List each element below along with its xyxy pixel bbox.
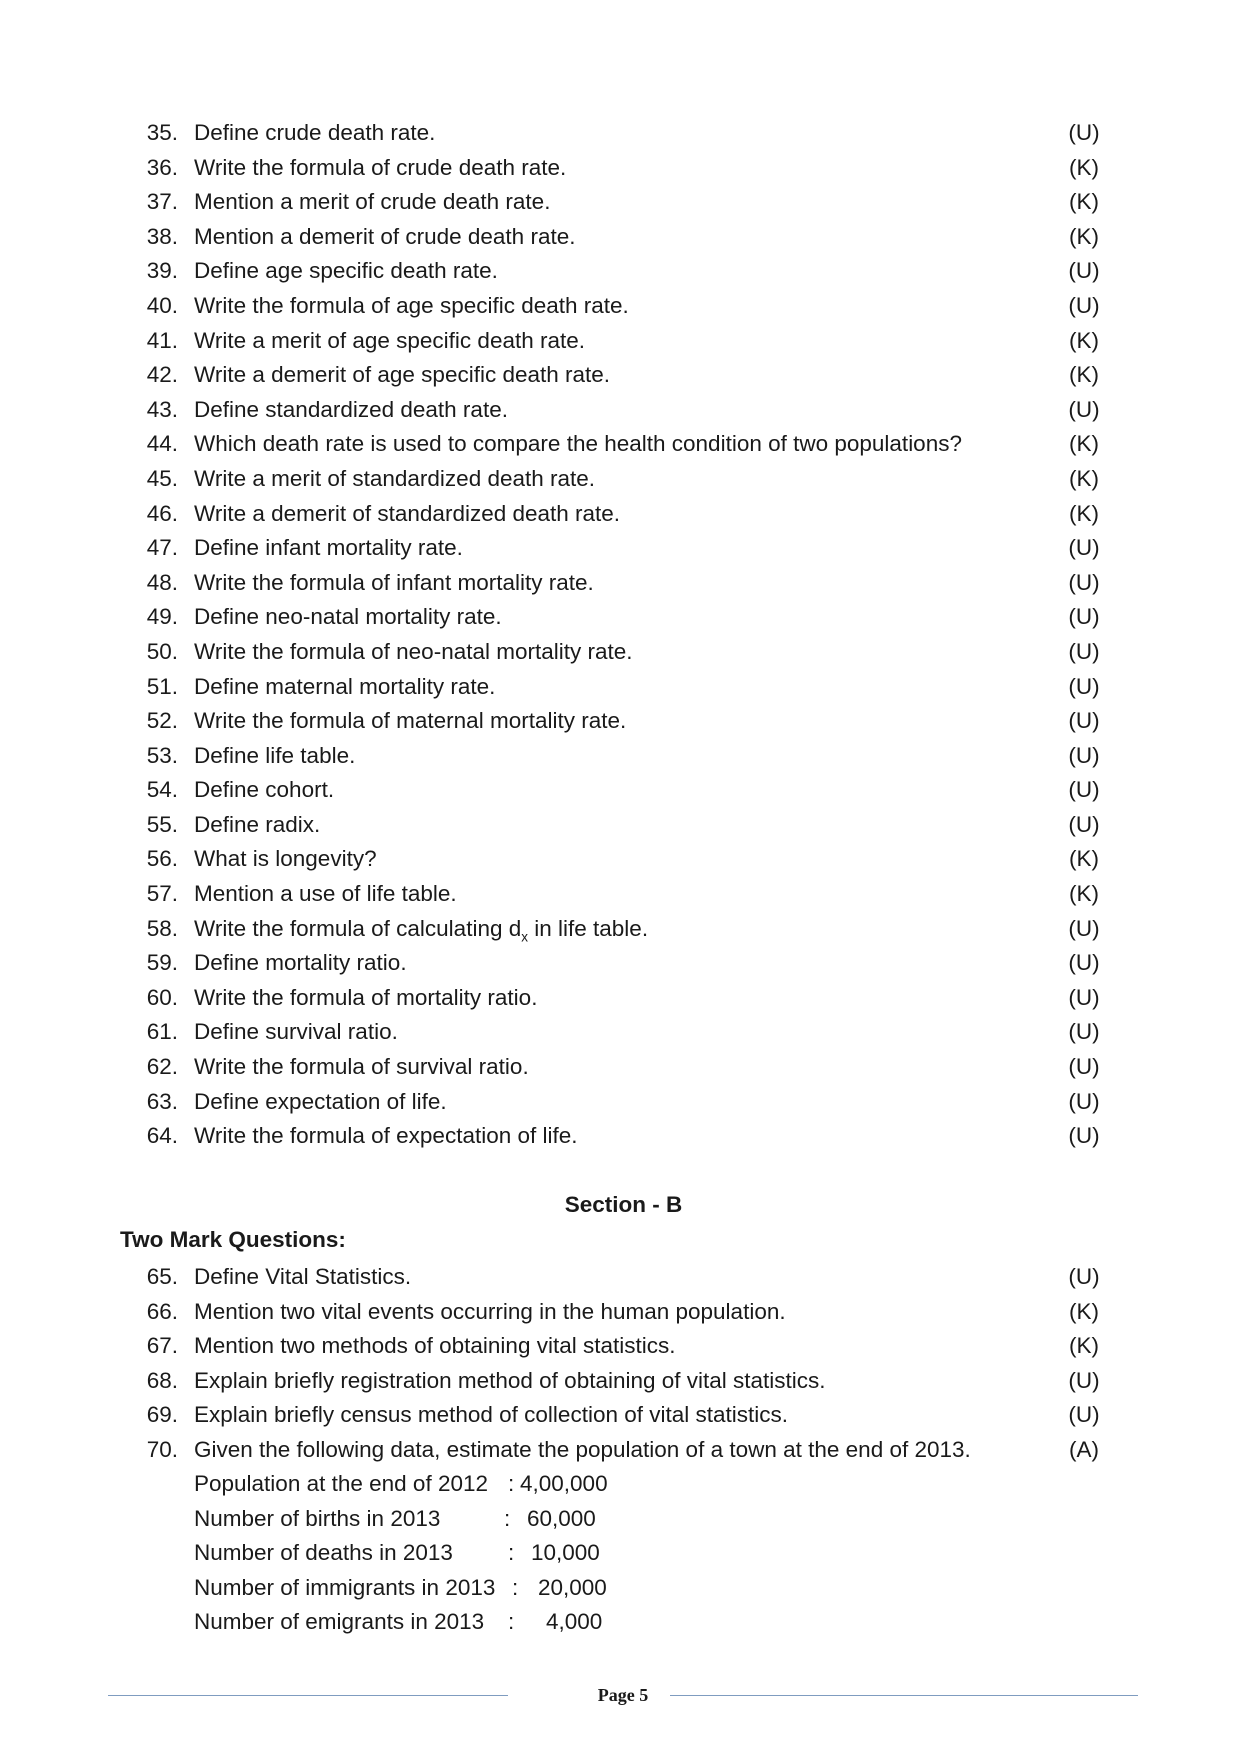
question-row	[0, 531, 1241, 566]
question-text: What is longevity?	[194, 846, 377, 872]
data-value: 20,000	[538, 1574, 607, 1600]
question-text-part: Write the formula of calculating d	[194, 915, 522, 941]
question-level: (K)	[1069, 1298, 1099, 1324]
question-row	[0, 981, 1241, 1016]
data-colon: :	[504, 1505, 511, 1531]
question-number: 68.	[146, 1367, 178, 1393]
question-level: (U)	[1068, 950, 1100, 976]
question-number: 69.	[146, 1402, 178, 1428]
question-level: (K)	[1069, 223, 1099, 249]
question-level: (A)	[1069, 1436, 1099, 1462]
question-number: 42.	[146, 362, 178, 388]
question-text: Define age specific death rate.	[194, 258, 498, 284]
question-row	[0, 1398, 1241, 1433]
question-number: 70.	[146, 1436, 178, 1462]
question-number: 53.	[146, 742, 178, 768]
question-row	[0, 254, 1241, 289]
question-level: (U)	[1068, 638, 1100, 664]
question-number: 38.	[146, 223, 178, 249]
question-level: (U)	[1068, 708, 1100, 734]
question-number: 35.	[146, 120, 178, 145]
data-value: 10,000	[531, 1540, 600, 1566]
question-level: (K)	[1069, 846, 1099, 872]
section-title	[0, 1192, 1241, 1218]
question-level: (K)	[1069, 154, 1099, 180]
question-row	[0, 427, 1241, 462]
question-level: (U)	[1068, 569, 1100, 595]
question-level: (U)	[1068, 1054, 1100, 1080]
section-title-text: Section - B	[564, 1192, 683, 1217]
question-number: 47.	[146, 535, 178, 561]
question-level: (U)	[1068, 811, 1100, 837]
data-value: 4,000	[546, 1609, 603, 1635]
question-number: 52.	[146, 708, 178, 734]
question-text: Write the formula of expectation of life.	[194, 1123, 578, 1149]
question-row	[0, 566, 1241, 601]
question-level: (U)	[1068, 535, 1100, 561]
question-text: Define neo-natal mortality rate.	[194, 604, 502, 630]
question-row	[0, 462, 1241, 497]
question-row	[0, 912, 1241, 947]
question-level: (K)	[1069, 881, 1099, 907]
question-text: Write the formula of survival ratio.	[194, 1054, 529, 1080]
question-number: 57.	[146, 881, 178, 907]
question-level: (U)	[1068, 777, 1100, 803]
data-colon: :	[508, 1540, 515, 1566]
question-row	[0, 151, 1241, 186]
question-text: Mention two methods of obtaining vital statistics.	[194, 1333, 676, 1359]
question-text: Write the formula of age specific death rate.	[194, 292, 629, 318]
data-value: 60,000	[527, 1505, 596, 1531]
question-number: 60.	[146, 984, 178, 1010]
question-level: (K)	[1069, 465, 1099, 491]
question-level: (U)	[1068, 120, 1100, 145]
question-text: Define cohort.	[194, 777, 335, 803]
question-level: (U)	[1068, 742, 1100, 768]
question-text: Write the formula of neo-natal mortality rate.	[194, 638, 633, 664]
question-number: 44.	[146, 431, 178, 457]
question-row	[0, 773, 1241, 808]
question-row	[0, 497, 1241, 532]
question-text: Write a merit of age specific death rate.	[194, 327, 586, 353]
question-level: (U)	[1068, 604, 1100, 630]
question-level: (U)	[1068, 1264, 1100, 1289]
question-row	[0, 1364, 1241, 1399]
question-text: Define survival ratio.	[194, 1019, 398, 1045]
question-row	[0, 393, 1241, 428]
two-mark-questions-heading: Two Mark Questions:	[120, 1227, 346, 1252]
question-level: (K)	[1069, 1333, 1099, 1359]
question-level: (U)	[1068, 984, 1100, 1010]
question-text: Define Vital Statistics.	[194, 1264, 412, 1289]
question-row	[0, 358, 1241, 393]
question-number: 51.	[146, 673, 178, 699]
question-row	[0, 1119, 1241, 1154]
question-level: (K)	[1069, 327, 1099, 353]
question-number: 59.	[146, 950, 178, 976]
question-text: Which death rate is used to compare the health condition of two populations?	[194, 431, 962, 457]
question-number: 40.	[146, 292, 178, 318]
data-label: Number of deaths in 2013	[194, 1540, 453, 1566]
question-level: (U)	[1068, 1088, 1100, 1114]
question-text: Write a demerit of age specific death rate.	[194, 362, 611, 388]
question-text: Write the formula of maternal mortality rate.	[194, 708, 627, 734]
page-number: Page 5	[597, 1685, 649, 1705]
question-row	[0, 704, 1241, 739]
question-number: 63.	[146, 1088, 178, 1114]
question-text-subscript: x	[521, 929, 528, 945]
question-number: 64.	[146, 1123, 178, 1149]
question-text: Define mortality ratio.	[194, 950, 407, 976]
question-text-part: in life table.	[528, 915, 649, 941]
question-number: 43.	[146, 396, 178, 422]
question-row	[0, 670, 1241, 705]
question-number: 62.	[146, 1054, 178, 1080]
question-level: (U)	[1068, 915, 1100, 941]
question-number: 67.	[146, 1333, 178, 1359]
question-level: (U)	[1068, 673, 1100, 699]
question-text: Explain briefly registration method of obtaining of vital statistics.	[194, 1367, 826, 1393]
question-row	[0, 289, 1241, 324]
question-row	[0, 946, 1241, 981]
question-text: Mention two vital events occurring in the human population.	[194, 1298, 786, 1324]
question-level: (K)	[1069, 431, 1099, 457]
question-number: 41.	[146, 327, 178, 353]
question-number: 65.	[146, 1264, 178, 1289]
question-row	[0, 635, 1241, 670]
question-number: 36.	[146, 154, 178, 180]
data-label: Number of births in 2013	[194, 1505, 441, 1531]
question-text: Define maternal mortality rate.	[194, 673, 496, 699]
question-level: (U)	[1068, 292, 1100, 318]
question-row	[0, 1433, 1241, 1468]
question-text: Define infant mortality rate.	[194, 535, 463, 561]
question-text: Write the formula of infant mortality rate.	[194, 569, 594, 595]
question-row	[0, 1260, 1241, 1295]
data-label: Number of emigrants in 2013	[194, 1609, 485, 1635]
question-text: Write a demerit of standardized death rate.	[194, 500, 621, 526]
question-text: Mention a merit of crude death rate.	[194, 189, 551, 215]
question-level: (U)	[1068, 1367, 1100, 1393]
question-number: 45.	[146, 465, 178, 491]
question-text: Given the following data, estimate the population of a town at the end of 2013.	[194, 1436, 971, 1462]
question-number: 50.	[146, 638, 178, 664]
question-level: (U)	[1068, 396, 1100, 422]
question-number: 58.	[146, 915, 178, 941]
question-number: 56.	[146, 846, 178, 872]
page-footer	[108, 1683, 1138, 1707]
question-row	[0, 1085, 1241, 1120]
data-colon: :	[508, 1609, 515, 1635]
question-text: Write the formula of mortality ratio.	[194, 984, 538, 1010]
question-level: (U)	[1068, 1019, 1100, 1045]
data-label: Population at the end of 2012	[194, 1471, 488, 1496]
question-number: 54.	[146, 777, 178, 803]
question-row	[0, 185, 1241, 220]
section-b-question-list	[0, 1260, 1241, 1468]
question-row	[0, 1015, 1241, 1050]
question-row	[0, 324, 1241, 359]
question-level: (U)	[1068, 1123, 1100, 1149]
question-level: (U)	[1068, 258, 1100, 284]
data-colon: :	[508, 1471, 515, 1496]
question-row	[0, 116, 1241, 151]
question-row	[0, 808, 1241, 843]
question-row	[0, 1050, 1241, 1085]
question-level: (K)	[1069, 500, 1099, 526]
question-text: Mention a use of life table.	[194, 881, 457, 907]
question-text: Define crude death rate.	[194, 120, 436, 145]
question-level: (K)	[1069, 189, 1099, 215]
question-number: 55.	[146, 811, 178, 837]
question-level: (U)	[1068, 1402, 1100, 1428]
question-text: Write a merit of standardized death rate.	[194, 465, 596, 491]
question-number: 37.	[146, 189, 178, 215]
question-text: Write the formula of crude death rate.	[194, 154, 567, 180]
question-number: 49.	[146, 604, 178, 630]
question-row	[0, 600, 1241, 635]
question-row	[0, 1295, 1241, 1330]
question-text: Define expectation of life.	[194, 1088, 447, 1114]
question-text: Explain briefly census method of collection of vital statistics.	[194, 1402, 789, 1428]
question-row	[0, 220, 1241, 255]
question-number: 46.	[146, 500, 178, 526]
question-row	[0, 877, 1241, 912]
data-label: Number of immigrants in 2013	[194, 1574, 496, 1600]
question-number: 48.	[146, 569, 178, 595]
question-text: Mention a demerit of crude death rate.	[194, 223, 576, 249]
data-value: 4,00,000	[520, 1471, 608, 1496]
question-text: Define life table.	[194, 742, 356, 768]
question-number: 61.	[146, 1019, 178, 1045]
question-text: Define standardized death rate.	[194, 396, 508, 422]
question-number: 39.	[146, 258, 178, 284]
question-row	[0, 739, 1241, 774]
section-a-question-list	[0, 116, 1241, 1154]
question-row	[0, 842, 1241, 877]
question-row	[0, 1329, 1241, 1364]
question-number: 66.	[146, 1298, 178, 1324]
question-level: (K)	[1069, 362, 1099, 388]
question-text: Define radix.	[194, 811, 321, 837]
data-colon: :	[512, 1574, 519, 1600]
